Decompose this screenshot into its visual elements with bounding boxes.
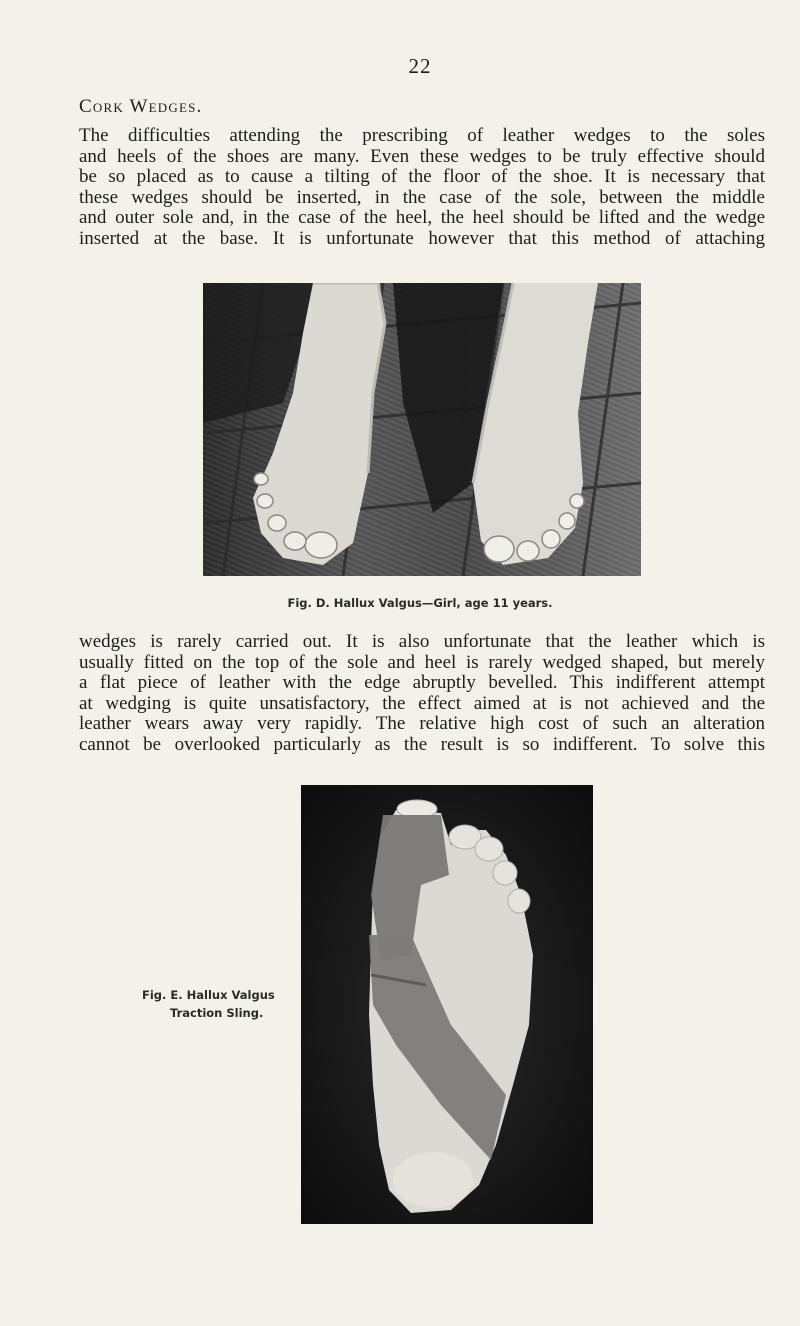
paragraph-line: cannot be overlooked particularly as the result is so indifferent. To solve this bbox=[79, 733, 765, 755]
figure-e-caption-line2: Traction Sling. bbox=[170, 1006, 264, 1020]
paragraph-line: a flat piece of leather with the edge abruptly bevelled. This indifferent attempt bbox=[79, 672, 765, 694]
paragraph-line: these wedges should be inserted, in the case of the sole, between the middle bbox=[79, 186, 765, 208]
section-heading: Cork Wedges. bbox=[79, 96, 203, 117]
paragraph-line: usually fitted on the top of the sole and heel is rarely wedged shaped, but merely bbox=[79, 651, 765, 673]
figure-d-caption: Fig. D. Hallux Valgus—Girl, age 11 years. bbox=[287, 596, 553, 610]
paragraph-line: inserted at the base. It is unfortunate however that this method of attaching bbox=[79, 227, 765, 249]
figure-e-caption bbox=[142, 986, 275, 1022]
paragraph-line: at wedging is quite unsatisfactory, the effect aimed at is not achieved and the bbox=[79, 692, 765, 714]
figure-e-photo bbox=[301, 785, 593, 1224]
figure-d-photo bbox=[203, 283, 641, 576]
figure-e-caption-line1: Fig. E. Hallux Valgus bbox=[142, 988, 275, 1002]
paragraph-line: The difficulties attending the prescribing of leather wedges to the soles bbox=[79, 125, 765, 146]
paragraph-line: and outer sole and, in the case of the heel, the heel should be lifted and the wedge bbox=[79, 207, 765, 229]
paragraph-line: be so placed as to cause a tilting of the floor of the shoe. It is necessary that bbox=[79, 166, 765, 188]
paragraph-1 bbox=[79, 126, 765, 250]
page-number: 22 bbox=[408, 54, 432, 78]
paragraph-line: leather wears away very rapidly. The relative high cost of such an alteration bbox=[79, 713, 765, 735]
paragraph-line: wedges is rarely carried out. It is also unfortunate that the leather which is bbox=[79, 631, 765, 652]
paragraph-line: and heels of the shoes are many. Even these wedges to be truly effective should bbox=[79, 145, 765, 167]
paragraph-2 bbox=[79, 632, 765, 756]
